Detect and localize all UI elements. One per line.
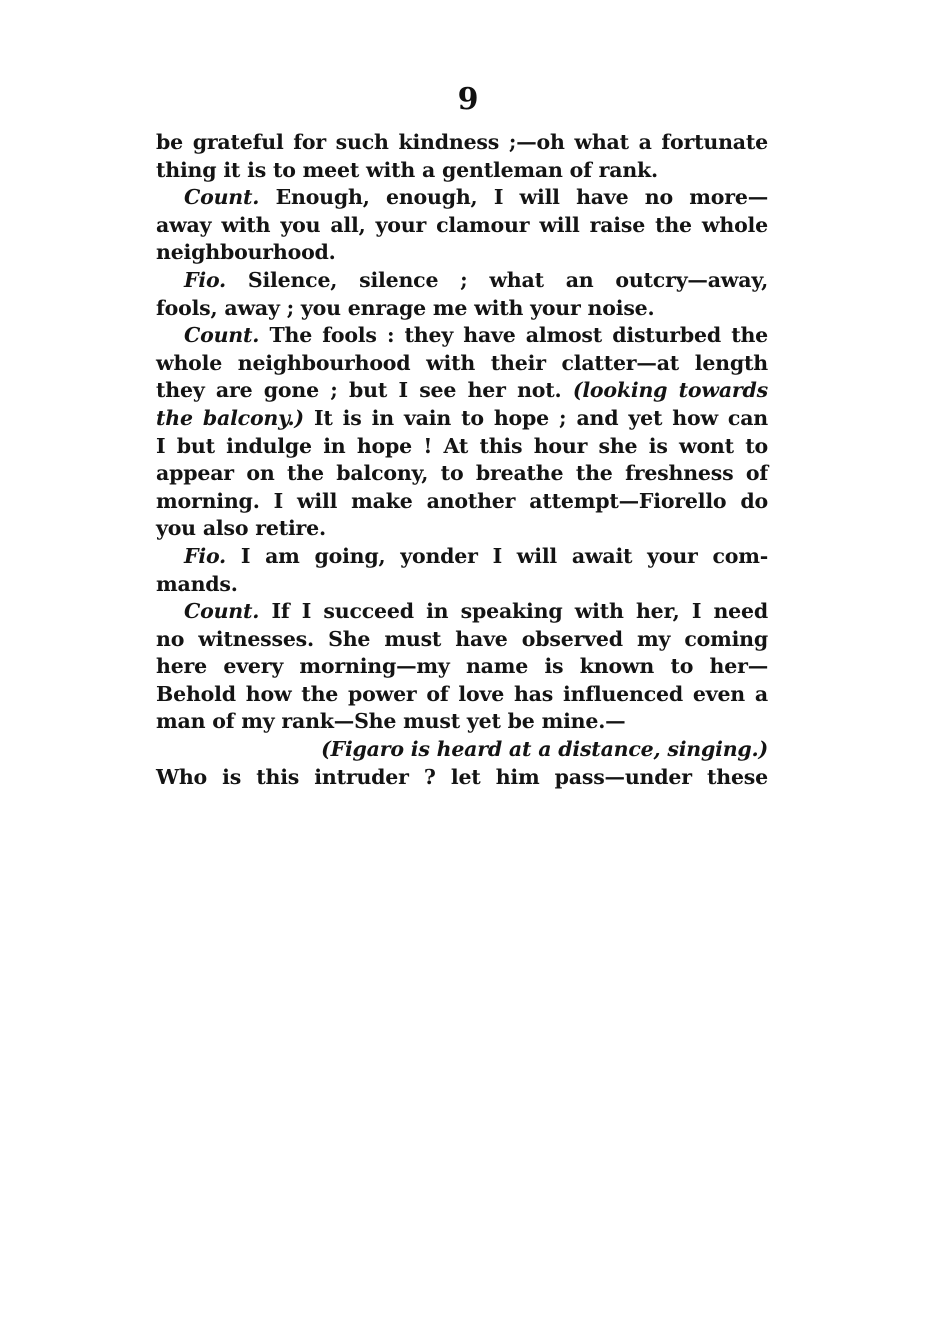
text-line: no witnesses. She must have observed my coming [156, 626, 768, 651]
text-line: man of my rank—She must yet be mine.— [156, 709, 626, 734]
text-line: I but indulge in hope ! At this hour she is wont to [156, 433, 768, 458]
text-line: here every morning—my name is known to her— [156, 654, 768, 679]
text-line: morning. I will make another attempt—Fiorello do [156, 488, 768, 513]
text-line: be grateful for such kindness ;—oh what a fortunate [156, 130, 768, 154]
dialogue-line: Count. If I succeed in speaking with her, I need [184, 599, 769, 624]
text-line: neighbourhood. [156, 240, 336, 265]
play-text [156, 129, 768, 791]
text-line: fools, away ; you enrage me with your noise. [156, 295, 655, 320]
stage-direction: (looking towards [572, 378, 768, 403]
text-line: mands. [156, 571, 238, 596]
dialogue-line: Count. Enough, enough, I will have no more— [184, 185, 768, 210]
speaker-name: Count. [184, 185, 260, 210]
stage-direction: the balcony.) [156, 405, 304, 430]
dialogue-line: Count. The fools : they have almost disturbed the [184, 323, 769, 348]
text-line: appear on the balcony, to breathe the freshness of [156, 461, 768, 486]
text-line: you also retire. [156, 516, 326, 541]
dialogue-line: Fio. I am going, yonder I will await your com- [184, 543, 769, 568]
text-line: they are gone ; but I see her not. (looking towards [156, 378, 768, 403]
dialogue-line: Fio. Silence, silence ; what an outcry—away, [184, 267, 769, 292]
text-line: Behold how the power of love has influenced even a [156, 681, 768, 706]
speaker-name: Count. [184, 599, 260, 624]
speaker-name: Count. [184, 323, 260, 348]
page-number: 9 [457, 82, 479, 117]
text-line: Who is this intruder ? let him pass—under these [156, 764, 768, 789]
stage-direction: (Figaro is heard at a distance, singing.) [321, 737, 768, 762]
text-line: whole neighbourhood with their clatter—at length [156, 350, 768, 375]
text-line: thing it is to meet with a gentleman of rank. [156, 157, 658, 182]
speaker-name: Fio. [184, 267, 226, 292]
text-line: the balcony.) It is in vain to hope ; and yet how can [156, 405, 768, 430]
speaker-name: Fio. [184, 543, 226, 568]
text-line: away with you all, your clamour will raise the whole [156, 212, 768, 237]
